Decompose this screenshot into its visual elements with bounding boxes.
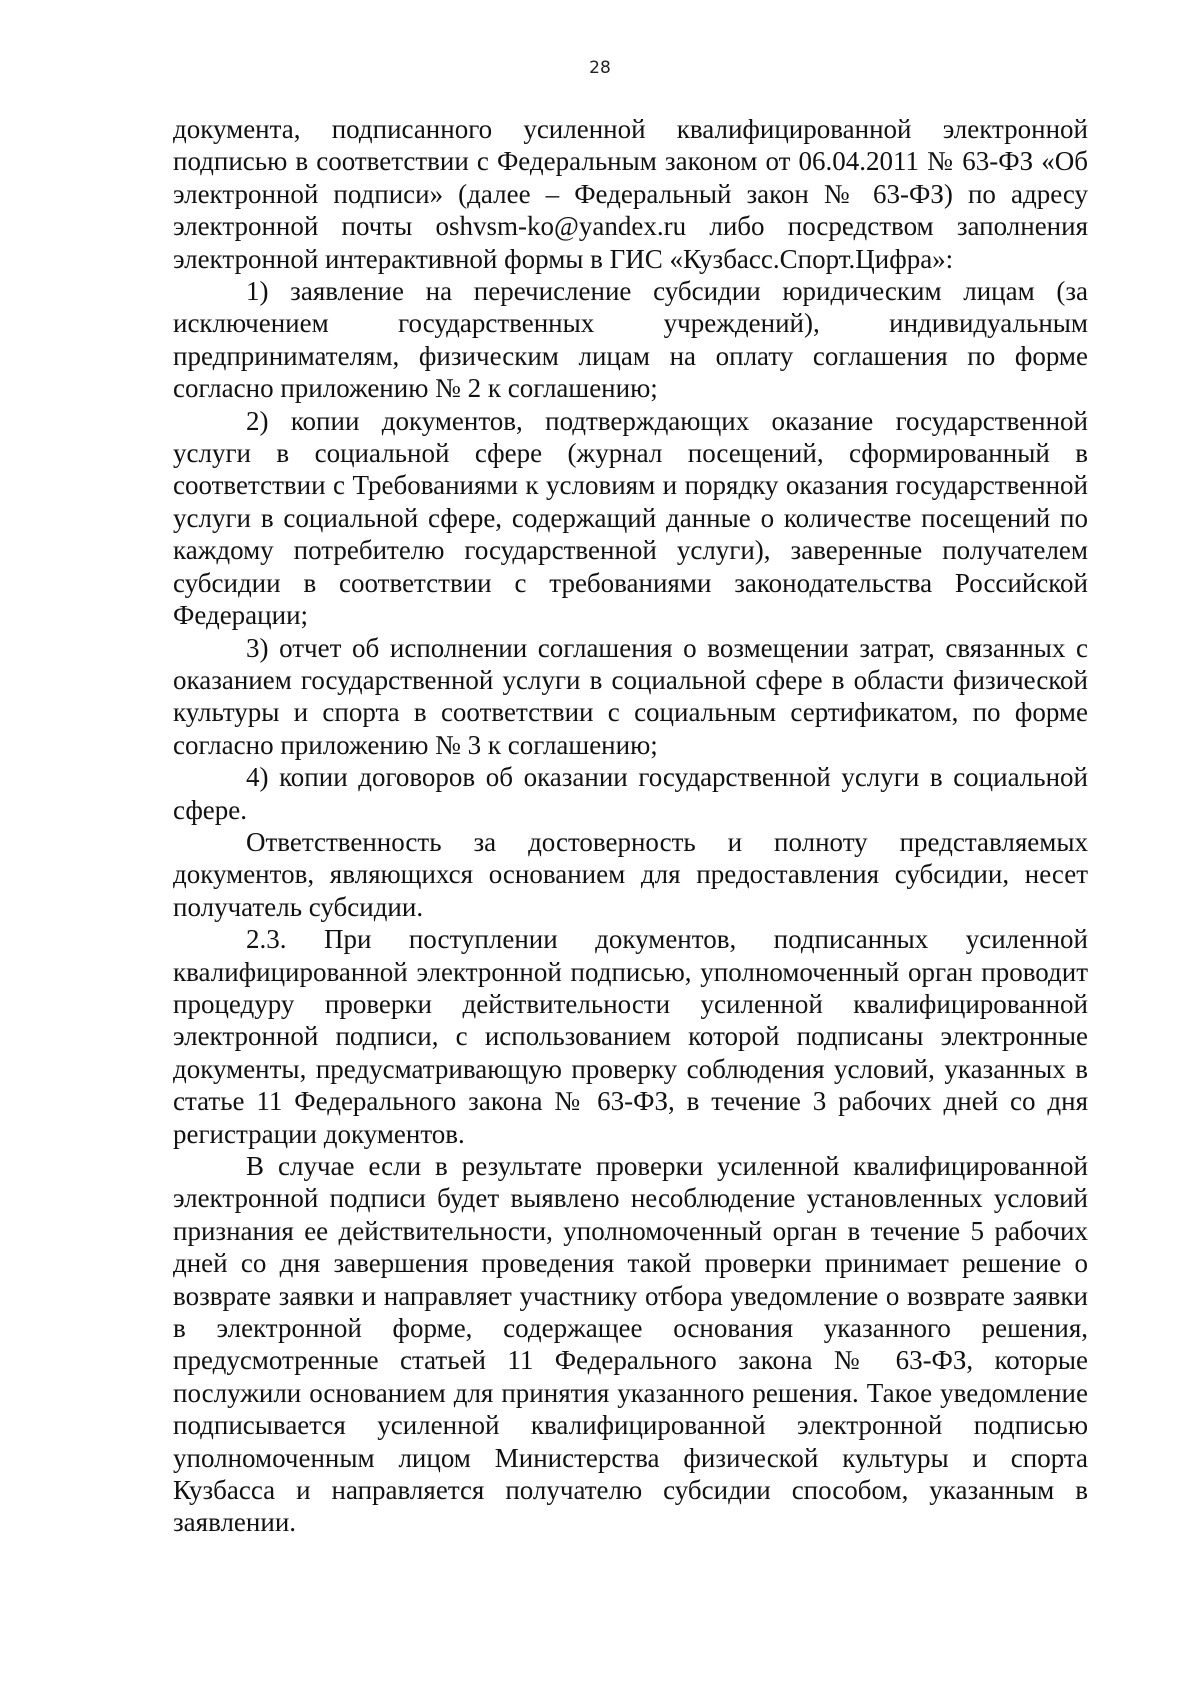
list-item-2: 2) копии документов, подтверждающих оказание государственной услуги в социальной сфере (журнал посещений, сформированный в соответствии с Требованиями к условиям и порядку оказания государственной услуги в социальной сфере, содержащий данные о количестве посещений по каждому потребителю государственной услуги), заверенные получателем субсидии в соответствии с требованиями законодательства Российской Федерации;: [173, 405, 1088, 631]
paragraph-clause-2-3: 2.3. При поступлении документов, подписанных усиленной квалифицированной электронной подписью, уполномоченный орган проводит процедуру проверки действительности усиленной квалифицированной электронной подписи, с использованием которой подписаны электронные документы, предусматривающую проверку соблюдения условий, указанных в статье 11 Федерального закона № 63-ФЗ, в течение 3 рабочих дней со дня регистрации документов.: [173, 924, 1088, 1149]
list-item-1: 1) заявление на перечисление субсидии юридическим лицам (за исключением государственных учреждений), индивидуальным предпринимателям, физическим лицам на оплату соглашения по форме согласно приложению № 2 к соглашению;: [173, 276, 1088, 404]
list-item-4: 4) копии договоров об оказании государственной услуги в социальной сфере.: [173, 762, 1088, 825]
paragraph-responsibility: Ответственность за достоверность и полноту представляемых документов, являющихся основанием для предоставления субсидии, несет получатель субсидии.: [173, 826, 1088, 922]
page-number: 28: [589, 58, 611, 78]
paragraph-signature-check: В случае если в результате проверки усиленной квалифицированной электронной подписи будет выявлено несоблюдение установленных условий признания ее действительности, уполномоченный орган в течение 5 рабочих дней со дня завершения проведения такой проверки принимает решение о возврате заявки и направляет участнику отбора уведомление о возврате заявки в электронной форме, содержащее основания указанного решения, предусмотренные статьей 11 Федерального закона № 63-ФЗ, которые послужили основанием для принятия указанного решения. Такое уведомление подписывается усиленной квалифицированной электронной подписью уполномоченным лицом Министерства физической культуры и спорта Кузбасса и направляется получателю субсидии способом, указанным в заявлении.: [173, 1151, 1088, 1538]
document-body: [173, 113, 1088, 1539]
paragraph-intro: документа, подписанного усиленной квалифицированной электронной подписью в соответствии с Федеральным законом от 06.04.2011 № 63-ФЗ «Об электронной подписи» (далее – Федеральный закон № 63-ФЗ) по адресу электронной почты oshvsm-ko@yandex.ru либо посредством заполнения электронной интерактивной формы в ГИС «Кузбасс.Спорт.Цифра»:: [173, 114, 1088, 274]
list-item-3: 3) отчет об исполнении соглашения о возмещении затрат, связанных с оказанием государственной услуги в социальной сфере в области физической культуры и спорта в соответствии с социальным сертификатом, по форме согласно приложению № 3 к соглашению;: [173, 632, 1088, 760]
